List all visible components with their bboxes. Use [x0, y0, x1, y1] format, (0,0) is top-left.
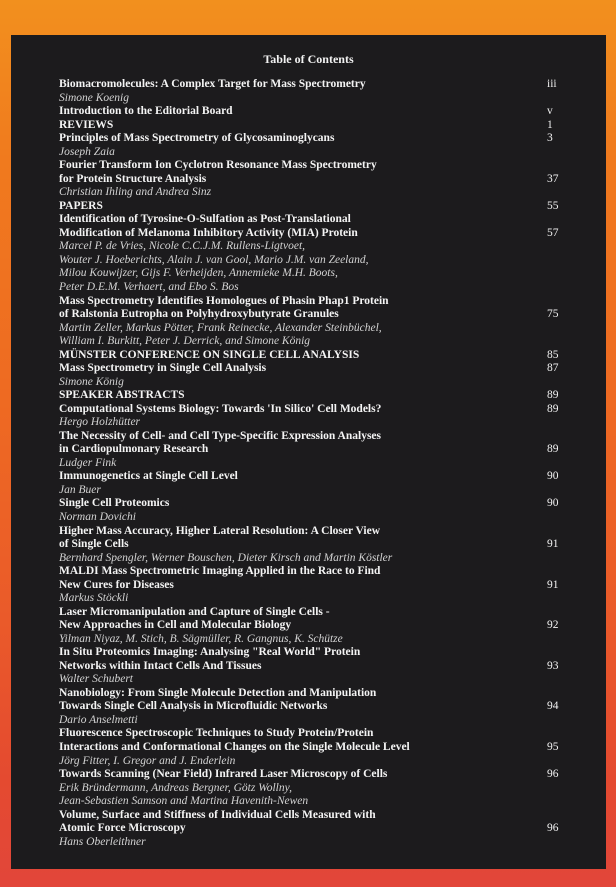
- toc-authors: Martin Zeller, Markus Pötter, Frank Reinecke, Alexander Steinbüchel,: [59, 321, 382, 334]
- toc-authors: Hergo Holzhütter: [59, 416, 141, 429]
- toc-entry-title: The Necessity of Cell- and Cell Type-Specific Expression Analyses: [59, 429, 381, 442]
- toc-page-number: 94: [547, 700, 559, 713]
- toc-page-number: 89: [547, 402, 559, 415]
- toc-entry-title: of Ralstonia Eutropha on Polyhydroxybutyrate Granules: [59, 308, 339, 320]
- toc-authors: Jean-Sebastien Samson and Martina Havenith-Newen: [59, 795, 309, 808]
- toc-authors: Erik Bründermann, Andreas Bergner, Götz Wollny,: [59, 781, 292, 794]
- toc-section-heading: PAPERS: [59, 199, 103, 212]
- toc-entry-title: MALDI Mass Spectrometric Imaging Applied in the Race to Find: [59, 565, 381, 578]
- toc-page-number: 93: [547, 659, 559, 672]
- toc-page-number: 87: [547, 362, 559, 375]
- toc-page-number: 57: [547, 226, 559, 239]
- toc-entry-title: Modification of Melanoma Inhibitory Activity (MIA) Protein: [59, 226, 358, 239]
- toc-entry-title: Mass Spectrometry Identifies Homologues of Phasin Phap1 Protein: [59, 294, 389, 307]
- toc-entry-title: Interactions and Conformational Changes on the Single Molecule Level: [59, 741, 410, 753]
- toc-section-heading: SPEAKER ABSTRACTS: [59, 389, 185, 402]
- toc-entry-title: New Approaches in Cell and Molecular Biology: [59, 619, 292, 632]
- toc-page-number: 91: [547, 538, 559, 550]
- toc-heading: Table of Contents: [263, 52, 354, 66]
- toc-authors: Simone König: [59, 375, 124, 388]
- toc-entry-title: Nanobiology: From Single Molecule Detection and Manipulation: [59, 686, 377, 699]
- toc-authors: Marcel P. de Vries, Nicole C.C.J.M. Rullens-Ligtvoet,: [59, 240, 306, 253]
- toc-entry-title: in Cardiopulmonary Research: [59, 443, 209, 456]
- toc-authors: Wouter J. Hoeberichts, Alain J. van Gool, Mario J.M. van Zeeland,: [59, 253, 369, 266]
- toc-page-number: 95: [547, 741, 559, 753]
- toc-page-number: 37: [547, 172, 559, 185]
- toc-entry-title: New Cures for Diseases: [59, 578, 174, 591]
- toc-page-number: 96: [547, 822, 559, 835]
- toc-authors: Markus Stöckli: [59, 592, 129, 605]
- toc-section-heading: REVIEWS: [59, 118, 114, 131]
- toc-entry-title: Fourier Transform Ion Cyclotron Resonance Mass Spectrometry: [59, 159, 377, 172]
- toc-authors: Norman Dovichi: [59, 511, 136, 523]
- toc-page-number: 85: [547, 348, 559, 361]
- toc-authors: Ludger Fink: [59, 456, 117, 469]
- toc-section-heading: MÜNSTER CONFERENCE ON SINGLE CELL ANALYSIS: [59, 348, 360, 361]
- toc-entry-title: Higher Mass Accuracy, Higher Lateral Resolution: A Closer View: [59, 524, 381, 537]
- toc-page-number: 3: [547, 132, 553, 145]
- toc-page-number: 90: [547, 497, 559, 510]
- toc-entry-title: Volume, Surface and Stiffness of Individual Cells Measured with: [59, 808, 376, 821]
- toc-page-number: 75: [547, 308, 559, 320]
- toc-entry-title: of Single Cells: [59, 538, 129, 550]
- toc-authors: Jörg Fitter, I. Gregor and J. Enderlein: [59, 754, 236, 767]
- toc-page-number: 1: [547, 118, 553, 131]
- toc-entry-title: Principles of Mass Spectrometry of Glycosaminoglycans: [59, 132, 335, 145]
- toc-entry-title: Fluorescence Spectroscopic Techniques to Study Protein/Protein: [59, 727, 374, 740]
- toc-entry-title: Immunogenetics at Single Cell Level: [59, 470, 238, 483]
- toc-page-number: 89: [547, 389, 559, 402]
- toc-page-number: 89: [547, 443, 559, 456]
- toc-page-number: 55: [547, 199, 559, 212]
- toc-authors: Simone Koenig: [59, 91, 129, 104]
- toc-entry-title: Computational Systems Biology: Towards 'In Silico' Cell Models?: [59, 402, 382, 415]
- toc-entry-title: Biomacromolecules: A Complex Target for Mass Spectrometry: [59, 78, 366, 90]
- toc-authors: Joseph Zaia: [59, 145, 115, 158]
- toc-authors: Yilman Niyaz, M. Stich, B. Sägmüller, R. Gangnus, K. Schütze: [59, 632, 343, 645]
- toc-authors: Hans Oberleithner: [59, 835, 146, 848]
- toc-entry-title: for Protein Structure Analysis: [59, 172, 207, 185]
- toc-entry-title: Mass Spectrometry in Single Cell Analysis: [59, 362, 267, 375]
- toc-page-number: v: [547, 105, 553, 118]
- toc-entry-title: Towards Scanning (Near Field) Infrared Laser Microscopy of Cells: [59, 768, 388, 780]
- toc-authors: Milou Kouwijzer, Gijs F. Verheijden, Annemieke M.H. Boots,: [59, 267, 338, 280]
- toc-authors: William I. Burkitt, Peter J. Derrick, and Simone König: [59, 335, 311, 348]
- toc-authors: Jan Buer: [59, 483, 101, 496]
- toc-page-number: 91: [547, 578, 559, 591]
- toc-authors: Dario Anselmetti: [59, 713, 138, 726]
- toc-entry-title: Identification of Tyrosine-O-Sulfation as Post-Translational: [59, 213, 351, 226]
- toc-page-number: 92: [547, 619, 559, 632]
- toc-entry-title: Atomic Force Microscopy: [59, 822, 186, 835]
- toc-page-number: 96: [547, 768, 559, 780]
- toc-authors: Peter D.E.M. Verhaert, and Ebo S. Bos: [59, 280, 239, 293]
- toc-panel: [11, 35, 606, 869]
- toc-entry-title: Towards Single Cell Analysis in Microfluidic Networks: [59, 700, 328, 713]
- toc-entry-title: Networks within Intact Cells And Tissues: [59, 659, 262, 672]
- toc-page-number: iii: [547, 78, 557, 90]
- toc-entry-title: Introduction to the Editorial Board: [59, 105, 233, 118]
- toc-page-number: 90: [547, 470, 559, 483]
- toc-entry-title: In Situ Proteomics Imaging: Analysing "Real World" Protein: [59, 646, 361, 659]
- toc-authors: Bernhard Spengler, Werner Bouschen, Dieter Kirsch and Martin Köstler: [59, 551, 393, 564]
- toc-entry-title: Laser Micromanipulation and Capture of Single Cells -: [59, 605, 330, 618]
- toc-authors: Walter Schubert: [59, 673, 133, 686]
- toc-authors: Christian Ihling and Andrea Sinz: [59, 186, 212, 199]
- toc-entry-title: Single Cell Proteomics: [59, 497, 170, 510]
